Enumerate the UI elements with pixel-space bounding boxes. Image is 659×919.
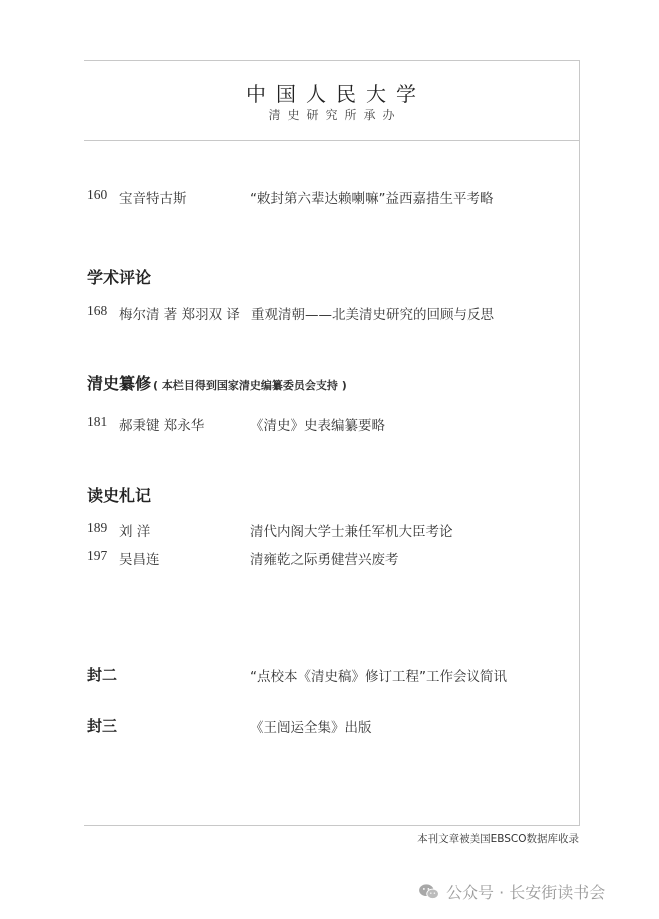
section-title-notes: 读史札记 [87,486,152,505]
author: 刘 洋 [119,524,151,540]
article-title: “敕封第六辈达赖喇嘛”益西嘉措生平考略 [250,191,494,207]
cover-label-inside-front: 封二 [87,666,118,684]
page-number: 197 [87,548,108,563]
section-title-text: 清史纂修 [87,374,152,393]
article-title: 清雍乾之际勇健营兴废考 [250,552,399,568]
page-frame [84,60,580,826]
article-title: 重观清朝——北美清史研究的回顾与反思 [251,307,494,323]
page-number: 160 [87,187,108,202]
section-note: ( 本栏目得到国家清史编纂委员会支持 ) [153,379,347,392]
cover-label-inside-back: 封三 [87,717,118,735]
author: 宝音特古斯 [119,191,187,207]
cover-text-inside-back[interactable]: 《王闿运全集》出版 [250,720,372,736]
university-name: 中国人民大学 [246,82,426,106]
watermark [418,880,605,903]
watermark-text: 公众号 · 长安街读书会 [446,883,606,902]
page-number: 189 [87,520,108,535]
header-divider [84,140,580,141]
article-title: 《清史》史表编纂要略 [250,418,385,434]
footer-note: 本刊文章被美国EBSCO数据库收录 [417,833,579,845]
section-title-review: 学术评论 [87,268,152,287]
wechat-icon [418,883,440,901]
page-number: 168 [87,303,108,318]
author: 郝秉键 郑永华 [119,418,205,434]
institute-name: 清史研究所承办 [268,108,402,122]
section-title-compilation [87,371,347,394]
page-number: 181 [87,414,108,429]
article-title: 清代内阁大学士兼任军机大臣考论 [250,524,453,540]
author: 梅尔清 著 郑羽双 译 [119,307,240,323]
cover-text-inside-front[interactable]: “点校本《清史稿》修订工程”工作会议简讯 [250,669,507,685]
author: 吴昌连 [119,552,160,568]
